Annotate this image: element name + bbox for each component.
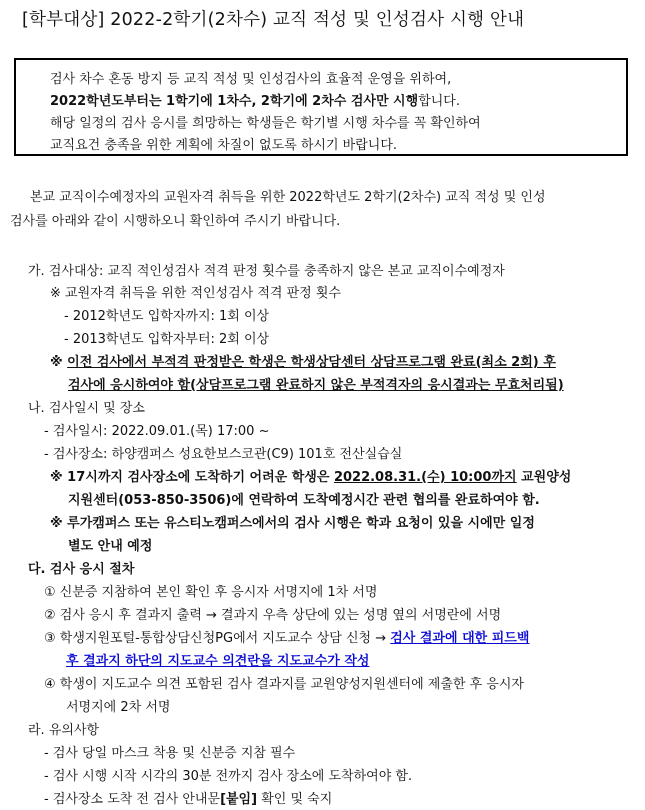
warning-text-a: 이전 검사에서 부적격 판정받은 (67, 355, 249, 370)
section-ga-warning-1 (50, 351, 556, 370)
section-na-warning-3 (50, 512, 535, 531)
step-3-text: ③ 학생지원포털-통합상담신청PG에서 지도교수 상담 신청 → (44, 631, 391, 646)
warning-text-c: 교원양성 (516, 470, 572, 485)
section-da-heading: 다. 검사 응시 절차 (28, 562, 135, 577)
item-3-text-a: - 검사장소 도착 전 검사 안내문 (44, 792, 221, 807)
section-ga-item-1: - 2012학년도 입학자까지: 1회 이상 (64, 309, 270, 324)
section-ra-item-3 (44, 788, 332, 807)
section-da-step-1: ① 신분증 지참하여 본인 확인 후 응시자 서명지에 1차 서명 (44, 585, 378, 600)
item-3-attachment: [붙임] (220, 792, 258, 807)
section-na-heading: 나. 검사일시 및 장소 (28, 401, 145, 416)
notice-line-1: 검사 차수 혼동 방지 등 교직 적성 및 인성검사의 효율적 운영을 위하여, (50, 72, 452, 87)
warning-deadline: 2022.08.31.(수) 10:00까지 (333, 470, 517, 485)
section-na-date: - 검사일시: 2022.09.01.(목) 17:00 ~ (44, 424, 270, 439)
section-da-step-4: ④ 학생이 지도교수 의견 포함된 검사 결과지를 교원양성지원센터에 제출한 후 응시자 (44, 677, 524, 692)
section-ra-heading: 라. 유의사항 (28, 723, 100, 738)
section-ga-item-2: - 2013학년도 입학자부터: 2회 이상 (64, 332, 270, 347)
item-3-text-c: 확인 및 숙지 (257, 792, 333, 807)
section-ga-note: ※ 교원자격 취득을 위한 적인성검사 적격 판정 횟수 (50, 286, 341, 301)
warning-mark: ※ (50, 355, 63, 370)
section-na-warning-2: 지원센터(053-850-3506)에 연락하여 도착예정시간 관련 협의를 완료하여야 함. (68, 493, 540, 508)
page-title: [학부대상] 2022-2학기(2차수) 교직 적성 및 인성검사 시행 안내 (22, 10, 525, 30)
section-ga-heading: 가. 검사대상: 교직 적인성검사 적격 판정 횟수를 충족하지 않은 본교 교직이수예정자 (28, 264, 505, 279)
section-ga-warning-2: 검사에 응시하여야 함(상담프로그램 완료하지 않은 부적격자의 응시결과는 무효처리됨) (68, 378, 564, 393)
notice-line-2-rest: 합니다. (418, 94, 460, 109)
notice-box (14, 58, 628, 156)
warning-mark: ※ (50, 516, 63, 531)
notice-line-3: 해당 일정의 검사 응시를 희망하는 학생들은 학기별 시행 차수를 꼭 확인하여 (50, 116, 481, 131)
intro-line-2: 검사를 아래와 같이 시행하오니 확인하여 주시기 바랍니다. (10, 214, 341, 229)
section-ra-item-1: - 검사 당일 마스크 착용 및 신분증 지참 필수 (44, 746, 296, 761)
warning-text: 루가캠퍼스 또는 유스티노캠퍼스에서의 검사 시행은 학과 요청이 있을 시에만 일정 (67, 516, 535, 531)
section-da-step-3 (44, 627, 529, 646)
section-da-step-2: ② 검사 응시 후 결과지 출력 → 결과지 우측 상단에 있는 성명 옆의 서명란에 서명 (44, 608, 502, 623)
notice-line-2 (50, 90, 460, 109)
section-ra-item-2: - 검사 시행 시작 시각의 30분 전까지 검사 장소에 도착하여야 함. (44, 769, 413, 784)
step-3-highlight: 검사 결과에 대한 피드백 (390, 631, 530, 646)
warning-mark: ※ (50, 470, 63, 485)
section-da-step-4-cont: 서명지에 2차 서명 (66, 700, 171, 715)
section-na-warning-1 (50, 466, 571, 485)
section-da-step-3-cont: 후 결과지 하단의 지도교수 의견란을 지도교수가 작성 (66, 654, 370, 669)
section-na-place: - 검사장소: 하양캠퍼스 성요한보스코관(C9) 101호 전산실습실 (44, 447, 403, 462)
notice-line-4: 교직요건 충족을 위한 계획에 차질이 없도록 하시기 바랍니다. (50, 138, 398, 153)
warning-text-b: 학생은 학생상담센터 상담프로그램 완료(최소 2회) 후 (248, 355, 556, 370)
warning-text-a: 17시까지 검사장소에 도착하기 어려운 학생은 (67, 470, 334, 485)
intro-line-1: 본교 교직이수예정자의 교원자격 취득을 위한 2022학년도 2학기(2차수) 교직 적성 및 인성 (30, 190, 546, 205)
section-na-warning-4: 별도 안내 예정 (68, 539, 153, 554)
notice-line-2-bold: 2022학년도부터는 1학기에 1차수, 2학기에 2차수 검사만 시행 (50, 94, 419, 109)
